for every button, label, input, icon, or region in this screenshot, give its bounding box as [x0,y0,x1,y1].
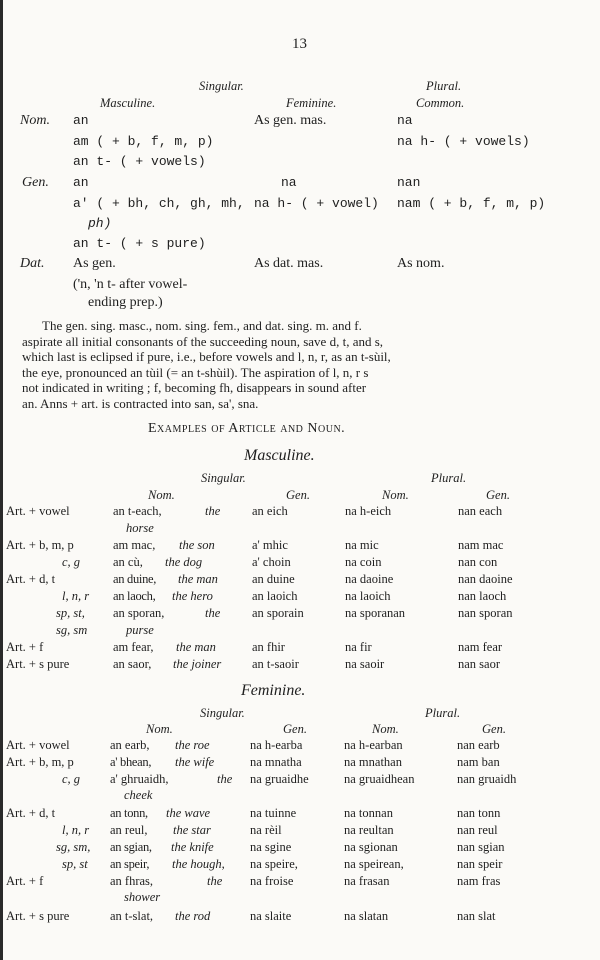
masc-gloss: the [205,606,221,620]
fem-pl-gen: nam fras [457,874,501,888]
fem-row-label: l, n, r [62,823,90,837]
explanatory-paragraph [22,318,578,412]
paradigm-common-heading: Common. [416,96,465,110]
masc-row-label: Art. + b, m, p [6,538,74,552]
masc-sg-gen-header: Gen. [286,488,310,502]
masc-plural-heading: Plural. [431,471,467,485]
fem-gloss: the [217,772,233,786]
paradigm-dat-masc: As gen. [73,256,116,271]
paradigm-gen-fem: na [281,175,297,190]
paradigm-gen-masc-4: an t- ( + s pure) [73,236,206,251]
fem-gloss-cont: shower [124,890,161,904]
fem-row-label: sp, st [62,857,88,871]
masc-sg-nom: an duine, [113,572,157,586]
fem-sg-gen: na tuinne [250,806,297,820]
fem-gloss: the wave [166,806,211,820]
paradigm-dat-masc-3: ending prep.) [88,295,163,310]
fem-row-label: Art. + d, t [6,806,56,820]
masc-pl-gen: nan each [458,504,503,518]
masc-pl-gen: nan laoch [458,589,507,603]
paragraph-line: aspirate all initial consonants of the succeeding noun, save d, t, and s, [22,333,384,349]
paradigm-gen-fem-2: na h- ( + vowel) [254,196,379,211]
masc-gloss: the dog [165,555,203,569]
masc-pl-gen: nam fear [458,640,503,654]
fem-pl-nom: na slatan [344,909,389,923]
fem-sg-gen: na slaite [250,909,292,923]
masc-sg-gen: an eich [252,504,288,518]
masc-row-label: sg, sm [56,623,88,637]
masc-gloss-cont: purse [126,623,154,637]
fem-pl-gen: nan tonn [457,806,501,820]
masc-pl-nom: na fir [345,640,372,654]
fem-sg-nom: an earb, [110,738,150,752]
fem-sg-gen: na rèil [250,823,282,837]
masc-gloss: the [205,504,221,518]
case-label-gen: Gen. [22,175,49,190]
paragraph-line: not indicated in writing ; f, becoming fh, disappears in sound after [22,380,367,396]
fem-pl-gen: nan gruaidh [457,772,517,786]
fem-sg-gen: na speire, [250,857,298,871]
paradigm-nom-masc: an [73,113,89,128]
fem-gloss: the roe [175,738,210,752]
masc-row-label: Art. + d, t [6,572,56,586]
page-number: 13 [292,36,307,52]
masc-sg-nom-header: Nom. [148,488,175,502]
fem-gloss: the knife [171,840,214,854]
fem-sg-nom: an tonn, [110,806,148,820]
case-label-nom: Nom. [20,113,50,128]
fem-pl-gen: nam ban [457,755,500,769]
examples-heading: Examples of Article and Noun. [148,421,346,436]
paradigm-nom-masc-2: am ( + b, f, m, p) [73,134,214,149]
fem-pl-nom: na reultan [344,823,394,837]
masc-sg-nom: an cù, [113,555,143,569]
masc-gloss: the man [178,572,218,586]
fem-row-label: sg, sm, [56,840,91,854]
paradigm-dat-plural: As nom. [397,256,445,271]
masc-gloss: the hero [172,589,213,603]
masculine-heading: Masculine. [244,447,315,464]
paradigm-gen-masc-3: ph) [88,216,112,231]
masc-pl-gen-header: Gen. [486,488,510,502]
masc-sg-gen: a' choin [252,555,291,569]
fem-pl-nom: na tonnan [344,806,393,820]
paragraph-line: the eye, pronounced an tùil (= an t-shùil). The aspiration of l, n, r s [22,364,369,380]
fem-sg-nom: a' bhean, [110,755,152,769]
masc-gloss-cont: horse [126,521,154,535]
masc-pl-nom: na saoir [345,657,385,671]
fem-gloss: the rod [175,909,211,923]
masc-pl-gen: nan daoine [458,572,513,586]
paradigm-gen-masc: an [73,175,89,190]
paragraph-line: The gen. sing. masc., nom. sing. fem., and dat. sing. m. and f. [42,318,362,333]
fem-gloss: the star [173,823,211,837]
masc-row-label: Art. + vowel [6,504,70,518]
fem-pl-nom: na speirean, [344,857,404,871]
masc-sg-nom: an laoch, [113,589,156,603]
paradigm-gen-masc-2: a' ( + bh, ch, gh, mh, [73,196,245,211]
masc-sg-gen: an sporain [252,606,304,620]
fem-sg-gen-header: Gen. [283,722,307,736]
fem-sg-gen: na h-earba [250,738,303,752]
masc-pl-gen: nam mac [458,538,504,552]
masc-pl-nom: na laoich [345,589,391,603]
masc-gloss: the son [179,538,215,552]
fem-pl-gen: nan slat [457,909,496,923]
fem-pl-gen: nan earb [457,738,500,752]
fem-gloss-cont: cheek [124,788,153,802]
paradigm-masculine-heading: Masculine. [100,96,156,110]
masc-sg-gen: an fhir [252,640,285,654]
masc-sg-gen: a' mhic [252,538,288,552]
fem-sg-gen: na sgine [250,840,292,854]
fem-gloss: the [207,874,223,888]
masc-sg-nom: an saor, [113,657,152,671]
masc-pl-nom: na coin [345,555,382,569]
feminine-heading: Feminine. [241,682,306,699]
fem-pl-nom: na gruaidhean [344,772,415,786]
masc-gloss: the man [176,640,216,654]
masc-pl-gen: nan con [458,555,498,569]
fem-pl-gen-header: Gen. [482,722,506,736]
fem-row-label: Art. + b, m, p [6,755,74,769]
fem-row-label: Art. + s pure [6,909,70,923]
fem-sg-gen: na mnatha [250,755,302,769]
paragraph-line: an. Anns + art. is contracted into san, sa', sna. [22,395,259,411]
fem-pl-nom: na frasan [344,874,390,888]
masc-pl-nom: na mic [345,538,379,552]
masc-pl-nom: na daoine [345,572,394,586]
page-edge [0,0,3,960]
fem-sg-nom: an speir, [110,857,150,871]
masc-pl-nom: na sporanan [345,606,406,620]
masc-pl-gen: nan saor [458,657,500,671]
fem-pl-nom: na h-earban [344,738,403,752]
masc-row-label: Art. + f [6,640,44,654]
fem-pl-nom: na mnathan [344,755,402,769]
paradigm-dat-masc-2: ('n, 'n t- after vowel- [73,277,188,292]
fem-pl-nom-header: Nom. [372,722,399,736]
masc-singular-heading: Singular. [201,471,246,485]
fem-singular-heading: Singular. [200,706,245,720]
paradigm-nom-plural: na [397,113,413,128]
masc-row-label: c, g [62,555,81,569]
fem-sg-gen: na gruaidhe [250,772,309,786]
paradigm-gen-plural: nan [397,175,421,190]
fem-sg-nom: an sgian, [110,840,152,854]
fem-sg-nom-header: Nom. [146,722,173,736]
paradigm-dat-fem: As dat. mas. [254,256,324,271]
masc-row-label: Art. + s pure [6,657,70,671]
fem-row-label: Art. + vowel [6,738,70,752]
masc-row-label: l, n, r [62,589,90,603]
fem-sg-nom: an reul, [110,823,148,837]
masc-sg-nom: am mac, [113,538,156,552]
paradigm-plural-heading: Plural. [426,79,462,93]
masc-sg-gen: an laoich [252,589,298,603]
paradigm-feminine-heading: Feminine. [286,96,337,110]
fem-gloss: the wife [175,755,215,769]
fem-plural-heading: Plural. [425,706,461,720]
case-label-dat: Dat. [20,256,45,271]
fem-pl-gen: nan sgian [457,840,505,854]
masc-sg-nom: an t-each, [113,504,162,518]
masc-sg-gen: an t-saoir [252,657,299,671]
fem-sg-nom: an t-slat, [110,909,154,923]
fem-row-label: Art. + f [6,874,44,888]
masc-sg-gen: an duine [252,572,295,586]
masc-row-label: sp, st, [56,606,85,620]
fem-sg-gen: na froise [250,874,294,888]
paragraph-line: which last is eclipsed if pure, i.e., before vowels and l, n, r, as an t-sùil, [22,349,391,365]
fem-sg-nom: an fhras, [110,874,154,888]
masc-pl-nom: na h-eich [345,504,392,518]
masc-gloss: the joiner [173,657,222,671]
fem-pl-nom: na sgionan [344,840,398,854]
paradigm-nom-masc-3: an t- ( + vowels) [73,154,206,169]
paradigm-gen-plural-2: nam ( + b, f, m, p) [397,196,546,211]
masc-sg-nom: an sporan, [113,606,165,620]
masc-pl-nom-header: Nom. [382,488,409,502]
paradigm-singular-heading: Singular. [199,79,244,93]
masc-sg-nom: am fear, [113,640,154,654]
fem-gloss: the hough, [172,857,225,871]
fem-sg-nom: a' ghruaidh, [110,772,169,786]
paradigm-nom-plural-2: na h- ( + vowels) [397,134,530,149]
paradigm-nom-fem: As gen. mas. [254,113,327,128]
fem-row-label: c, g [62,772,81,786]
fem-pl-gen: nan reul [457,823,498,837]
fem-pl-gen: nan speir [457,857,503,871]
masc-pl-gen: nan sporan [458,606,513,620]
